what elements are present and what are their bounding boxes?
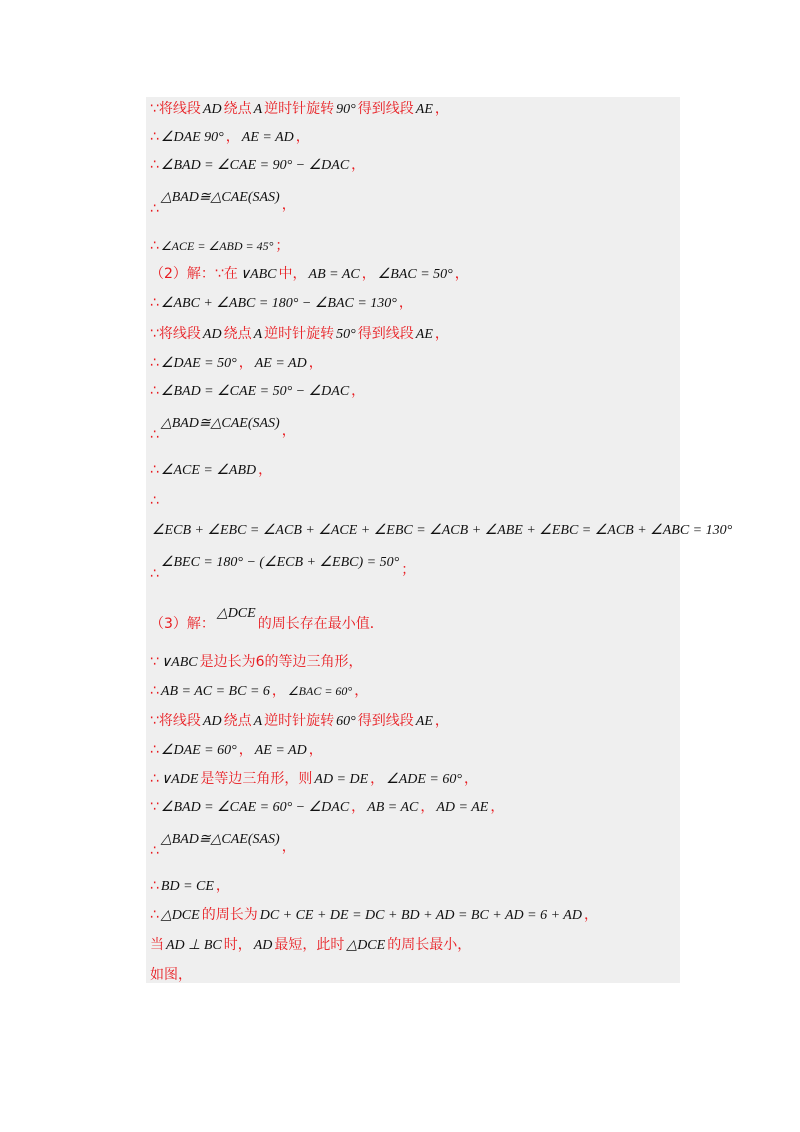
math: AD = AE (436, 800, 489, 815)
math: AE (415, 102, 433, 117)
therefore-symbol: ∴ (150, 427, 159, 443)
therefore-symbol: ∴ (150, 566, 159, 582)
punct: ， (398, 295, 413, 311)
punct: ， (238, 355, 253, 371)
punct: ； (401, 562, 416, 578)
solution-line (150, 492, 159, 510)
solution-line (150, 325, 449, 344)
solution-line (150, 712, 449, 731)
punct: ， (308, 742, 323, 758)
therefore-symbol: ∴ (150, 462, 159, 478)
text: 的周长存在最小值． (257, 616, 384, 632)
math: AE = AD (254, 356, 307, 371)
section-label: （3）解： (150, 616, 215, 632)
because-symbol: ∵ (150, 654, 159, 670)
math: 60° (336, 714, 356, 729)
math: A (253, 327, 263, 342)
math: AB = AC (308, 267, 360, 282)
solution-line (150, 653, 363, 672)
punct: ； (275, 238, 290, 254)
solution-line (150, 237, 289, 255)
math: AE (415, 327, 433, 342)
math: AD = DE (314, 772, 369, 787)
text: 绕点 (223, 326, 252, 342)
text: 得到线段 (357, 713, 414, 729)
math: AB = AC (367, 800, 419, 815)
punct: ， (271, 683, 286, 699)
math: 50° (336, 327, 356, 342)
math: ∠BAD = ∠CAE = 60° − ∠DAC (160, 800, 350, 815)
math: AE (415, 714, 433, 729)
therefore-symbol: ∴ (150, 201, 159, 217)
because-symbol: ∵ (150, 799, 159, 815)
math: ∠DAE = 50° (160, 356, 237, 371)
solution-line (150, 294, 413, 313)
math: ∠BAD = ∠CAE = 90° − ∠DAC (160, 158, 350, 173)
solution-line (150, 906, 598, 925)
punct: ， (454, 266, 469, 282)
punct: ， (463, 771, 478, 787)
math: △BAD≅△CAE(SAS) (160, 190, 280, 205)
text: 绕点 (223, 713, 252, 729)
math: ∠BAD = ∠CAE = 50° − ∠DAC (160, 384, 350, 399)
solution-panel (146, 97, 680, 983)
text: 得到线段 (357, 101, 414, 117)
text: 逆时针旋转 (264, 101, 335, 117)
punct: ， (258, 462, 273, 478)
text: 的周长为 (201, 907, 258, 923)
solution-line (150, 770, 478, 789)
punct: ， (490, 799, 505, 815)
math: △DCE (216, 606, 256, 621)
solution-line (150, 354, 323, 373)
math: ∠ADE = 60° (386, 772, 462, 787)
therefore-symbol: ∴ (150, 129, 159, 145)
punct: ， (308, 355, 323, 371)
math: BD = CE (160, 879, 214, 894)
math: △BAD≅△CAE(SAS) (160, 416, 280, 431)
solution-line (150, 414, 296, 443)
text: 最短，此时 (274, 937, 345, 953)
solution-line (150, 188, 296, 217)
punct: ， (354, 683, 369, 699)
punct: ， (351, 799, 366, 815)
solution-line (150, 382, 365, 401)
because-symbol: ∵ (150, 101, 159, 117)
math: AE = AD (254, 743, 307, 758)
math: 90° (336, 102, 356, 117)
punct: ， (295, 129, 310, 145)
math: AE = AD (241, 130, 294, 145)
therefore-symbol: ∴ (150, 383, 159, 399)
math: ∠BAC = 50° (377, 267, 453, 282)
solution-line (150, 936, 471, 955)
solution-line (150, 100, 449, 119)
because-symbol: ∵ (150, 326, 159, 342)
punct: ， (361, 266, 376, 282)
solution-line (150, 553, 416, 582)
math: AD (202, 327, 222, 342)
math: ∠BEC = 180° − (∠ECB + ∠EBC) = 50° (160, 555, 400, 570)
solution-line (150, 128, 310, 147)
punct: ， (215, 878, 230, 894)
punct: ， (420, 799, 435, 815)
solution-line (150, 461, 272, 480)
text: 将线段 (158, 101, 201, 117)
section-label: （2）解：∵在 (150, 266, 238, 282)
math: ∨ABC (239, 267, 277, 282)
punct: ， (434, 101, 449, 117)
text: 将线段 (158, 326, 201, 342)
math: AD (202, 102, 222, 117)
therefore-symbol: ∴ (150, 683, 159, 699)
solution-line (150, 682, 368, 701)
text: 得到线段 (357, 326, 414, 342)
punct: ， (281, 839, 296, 855)
therefore-symbol: ∴ (150, 771, 159, 787)
math: ∠ACE = ∠ABD (160, 463, 257, 478)
therefore-symbol: ∴ (150, 295, 159, 311)
math: △DCE (160, 908, 200, 923)
math: △BAD≅△CAE(SAS) (160, 832, 280, 847)
math: ∠DAE 90° (160, 130, 224, 145)
text: 逆时针旋转 (264, 326, 335, 342)
math: AD ⊥ BC (166, 938, 222, 953)
solution-line (150, 156, 365, 175)
punct: ， (434, 326, 449, 342)
therefore-symbol: ∴ (150, 157, 159, 173)
solution-line (150, 741, 323, 760)
text: 将线段 (158, 713, 201, 729)
solution-line (150, 877, 230, 896)
text: 时， (223, 937, 252, 953)
text: 是等边三角形，则 (200, 771, 313, 787)
solution-line (150, 830, 296, 859)
math: ∨ADE (160, 772, 199, 787)
therefore-symbol: ∴ (150, 843, 159, 859)
math: △DCE (346, 938, 386, 953)
punct: ， (434, 713, 449, 729)
math: ∠ABC + ∠ABC = 180° − ∠BAC = 130° (160, 296, 397, 311)
text: 当 (150, 937, 164, 953)
math: ∠ECB + ∠EBC = ∠ACB + ∠ACE + ∠EBC = ∠ACB + ∠ABE + ∠EBC = ∠ACB + ∠ABC = 130° (152, 523, 733, 538)
text: 如图， (150, 967, 192, 983)
therefore-symbol: ∴ (150, 878, 159, 894)
math: A (253, 714, 263, 729)
solution-line (150, 966, 192, 984)
solution-line (150, 521, 734, 540)
text: 绕点 (223, 101, 252, 117)
solution-line (150, 265, 469, 284)
punct: ， (583, 907, 598, 923)
punct: ， (351, 157, 366, 173)
math: ∨ABC (160, 655, 198, 670)
punct: ， (225, 129, 240, 145)
solution-line (150, 604, 384, 632)
punct: ， (281, 423, 296, 439)
math: AD (202, 714, 222, 729)
therefore-symbol: ∴ (150, 238, 159, 254)
text: 中， (278, 266, 307, 282)
math: DC + CE + DE = DC + BD + AD = BC + AD = 6 + AD (259, 908, 582, 923)
math: ∠ACE = ∠ABD = 45° (160, 239, 274, 253)
punct: ， (281, 197, 296, 213)
math: A (253, 102, 263, 117)
text: 的周长最小， (387, 937, 472, 953)
therefore-symbol: ∴ (150, 907, 159, 923)
math: AD (253, 938, 273, 953)
math: ∠DAE = 60° (160, 743, 237, 758)
therefore-symbol: ∴ (150, 355, 159, 371)
therefore-symbol: ∴ (150, 493, 159, 509)
because-symbol: ∵ (150, 713, 159, 729)
punct: ， (238, 742, 253, 758)
math: ∠BAC = 60° (287, 684, 353, 698)
math: AB = AC = BC = 6 (160, 684, 270, 699)
text: 逆时针旋转 (264, 713, 335, 729)
punct: ， (351, 383, 366, 399)
solution-line (150, 798, 504, 817)
punct: ， (370, 771, 385, 787)
therefore-symbol: ∴ (150, 742, 159, 758)
text: 是边长为6的等边三角形， (199, 654, 363, 670)
